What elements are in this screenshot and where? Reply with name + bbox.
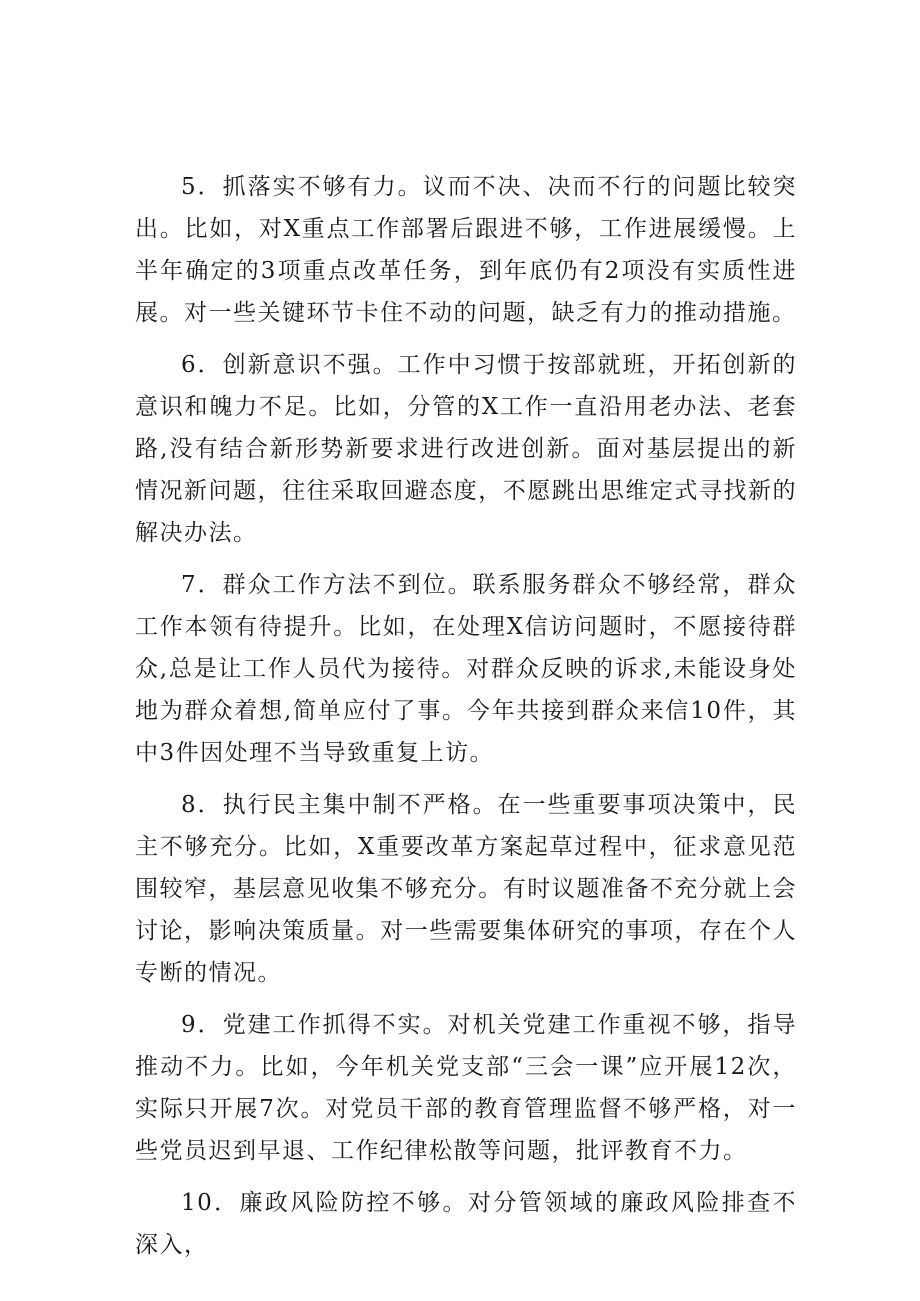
paragraph-item-7: 7．群众工作方法不到位。联系服务群众不够经常，群众工作本领有待提升。比如，在处理X信访问题时，不愿接待群众,总是让工作人员代为接待。对群众反映的诉求,未能设身处地为群众着想,简单应付了事。今年共接到群众来信10件，其中3件因处理不当导致重复上访。 (135, 572, 797, 766)
paragraph-item-6: 6．创新意识不强。工作中习惯于按部就班，开拓创新的意识和魄力不足。比如，分管的X工作一直沿用老办法、老套路,没有结合新形势新要求进行改进创新。面对基层提出的新情况新问题，往往采取回避态度，不愿跳出思维定式寻找新的解决办法。 (135, 352, 797, 546)
paragraph-item-5: 5．抓落实不够有力。议而不决、决而不行的问题比较突出。比如，对X重点工作部署后跟进不够，工作进展缓慢。上半年确定的3项重点改革任务，到年底仍有2项没有实质性进展。对一些关键环节卡住不动的问题，缺乏有力的推动措施。 (135, 174, 797, 326)
paragraph-item-10: 10．廉政风险防控不够。对分管领域的廉政风险排查不深入， (135, 1190, 797, 1258)
paragraph-item-9: 9．党建工作抓得不实。对机关党建工作重视不够，指导推动不力。比如，今年机关党支部“三会一课”应开展12次，实际只开展7次。对党员干部的教育管理监督不够严格，对一些党员迟到早退、工作纪律松散等问题，批评教育不力。 (135, 1012, 797, 1164)
document-body (135, 166, 797, 1276)
paragraph-item-8: 8．执行民主集中制不严格。在一些重要事项决策中，民主不够充分。比如，X重要改革方案起草过程中，征求意见范围较窄，基层意见收集不够充分。有时议题准备不充分就上会讨论，影响决策质量。对一些需要集体研究的事项，存在个人专断的情况。 (135, 792, 797, 986)
